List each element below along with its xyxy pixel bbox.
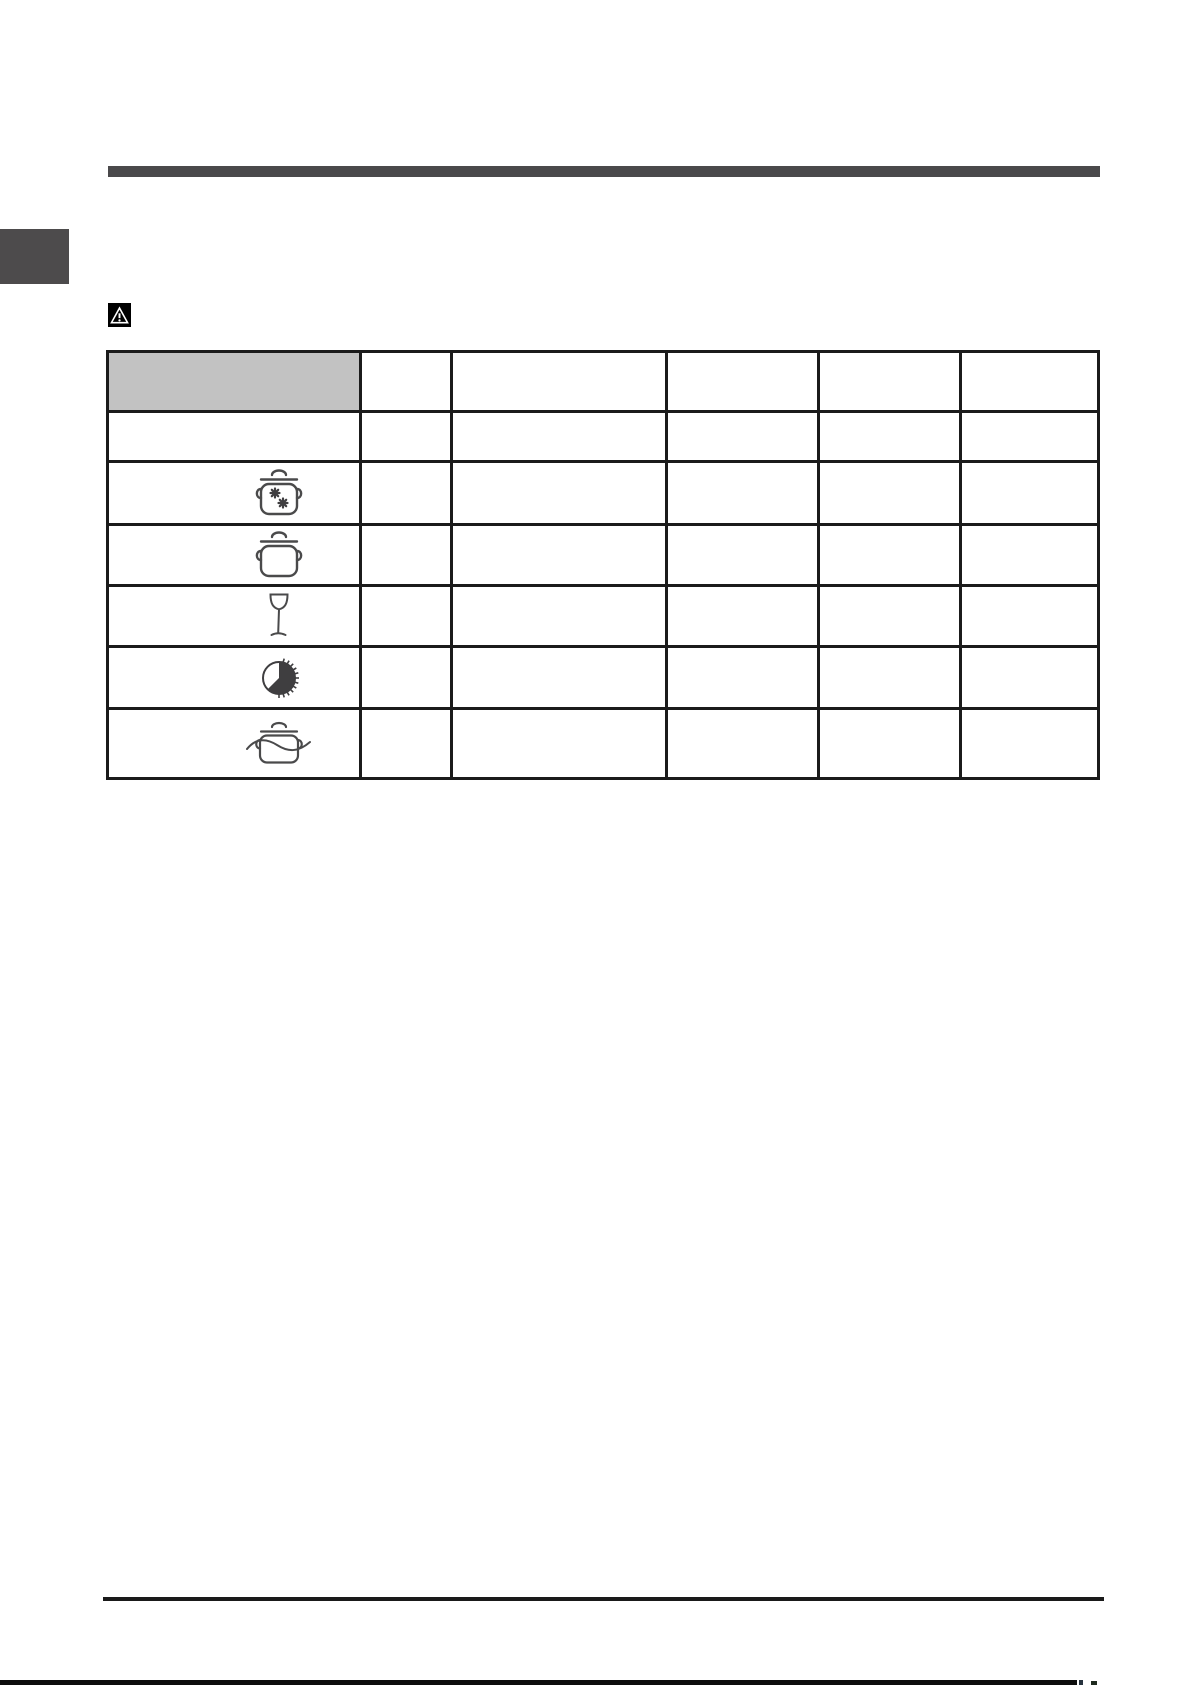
- table-row: [108, 586, 1099, 647]
- timer-clock-icon: [109, 656, 359, 700]
- warning-triangle-glyph: [109, 305, 130, 326]
- table-cell: [108, 462, 361, 525]
- table-cell: [452, 462, 667, 525]
- pot-glyph: [251, 530, 307, 580]
- table-cell: [961, 709, 1099, 779]
- section-heading-bar: [108, 166, 1100, 177]
- table-cell: [819, 462, 961, 525]
- page-edge-tab: [0, 229, 69, 284]
- warning-triangle-icon: [108, 303, 131, 327]
- table-cell: [108, 647, 361, 709]
- table-cell: [667, 462, 819, 525]
- table-cell: [361, 525, 452, 586]
- table-cell: [961, 412, 1099, 462]
- table-cell: [819, 647, 961, 709]
- table-cell: [361, 647, 452, 709]
- pan-with-wave-glyph: [246, 721, 312, 767]
- table-cell: [452, 525, 667, 586]
- table-row: [108, 352, 1099, 412]
- cropped-page-number-fragment: [1079, 1680, 1083, 1685]
- pot-with-food-icon: [109, 468, 359, 518]
- pot-with-food-glyph: [251, 468, 307, 518]
- table-cell: [667, 586, 819, 647]
- table-cell: [108, 412, 361, 462]
- table-cell: [108, 525, 361, 586]
- table-cell: [361, 412, 452, 462]
- table-cell: [667, 709, 819, 779]
- table-row: [108, 709, 1099, 779]
- table-cell: [819, 352, 961, 412]
- footer-rule: [103, 1597, 1104, 1601]
- table-cell: [452, 647, 667, 709]
- table-row: [108, 647, 1099, 709]
- table-cell: [361, 352, 452, 412]
- timer-clock-glyph: [257, 656, 301, 700]
- table-cell: [667, 352, 819, 412]
- table-cell: [819, 586, 961, 647]
- table-cell: [961, 647, 1099, 709]
- table-cell: [961, 352, 1099, 412]
- cooking-table: [106, 350, 1100, 780]
- cropped-page-number-fragment: [1091, 1681, 1097, 1685]
- pot-icon: [109, 530, 359, 580]
- table-cell: [667, 412, 819, 462]
- table-cell: [667, 647, 819, 709]
- table-header-cell-shaded: [108, 352, 361, 412]
- table-cell: [961, 586, 1099, 647]
- wine-glass-icon: [109, 592, 359, 640]
- table-cell: [108, 586, 361, 647]
- table-cell: [108, 709, 361, 779]
- table-cell: [819, 525, 961, 586]
- table-cell: [361, 709, 452, 779]
- table-cell: [452, 412, 667, 462]
- table-cell: [361, 462, 452, 525]
- wine-glass-glyph: [266, 592, 292, 640]
- table-cell: [361, 586, 452, 647]
- table-cell: [819, 412, 961, 462]
- table-cell: [452, 586, 667, 647]
- table-row: [108, 525, 1099, 586]
- table-cell: [452, 352, 667, 412]
- table-row: [108, 412, 1099, 462]
- table-row: [108, 462, 1099, 525]
- table-cell: [961, 525, 1099, 586]
- table-cell: [667, 525, 819, 586]
- bottom-edge-bar: [0, 1680, 1077, 1685]
- table-cell: [819, 709, 961, 779]
- pan-with-wave-icon: [109, 721, 359, 767]
- table-cell: [452, 709, 667, 779]
- table-cell: [961, 462, 1099, 525]
